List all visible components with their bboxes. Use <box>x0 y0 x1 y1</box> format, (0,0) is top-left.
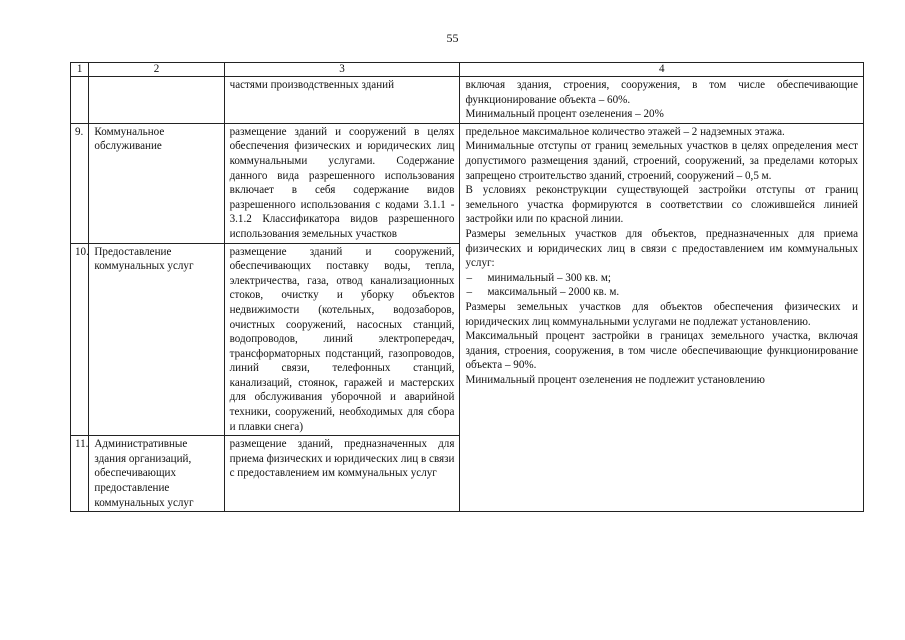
page-number: 55 <box>446 31 459 45</box>
header-cell-4: 4 <box>460 63 864 77</box>
continuation-parameter-text: Минимальный процент озеленения – 20% <box>465 108 664 121</box>
row-number: 11. <box>71 436 89 512</box>
list-item: – минимальный – 300 кв. м; <box>465 271 858 286</box>
continuation-num-cell <box>71 77 89 124</box>
row-number: 10. <box>71 243 89 436</box>
parameter-text: Размеры земельных участков для объектов обеспечения физических и юридических лиц коммунальными услугами не подлежат установлению. <box>465 300 858 328</box>
continuation-row <box>71 77 864 124</box>
zoning-table <box>70 62 864 512</box>
continuation-name-cell <box>89 77 224 124</box>
use-type-description: размещение зданий и сооружений в целях обеспечения физических и юридических лиц коммунальными услугами. Содержание данного вида разрешенного использования включает в себя содержание видов разрешенного использования с кодами 3.1.1 - 3.1.2 Классификатора видов разрешенного использования земельных участков <box>224 123 460 243</box>
use-type-name: Предоставление коммунальных услуг <box>89 243 224 436</box>
parameter-text: Минимальные отступы от границ земельных участков в целях определения мест допустимого размещения зданий, строений, сооружений, за пределами которых запрещено строительство зданий, строений, сооружений – 0,5 м. <box>465 140 858 182</box>
continuation-description: частями производственных зданий <box>224 77 460 124</box>
table-header-row <box>71 63 864 77</box>
parameters-cell <box>460 123 864 511</box>
continuation-parameters <box>460 77 864 124</box>
use-type-description: размещение зданий и сооружений, обеспечивающих поставку воды, тепла, электричества, газа, отвод канализационных стоков, очистку и уборку объектов недвижимости (котельных, водозаборов, очистных сооружений, насосных станций, водопроводов, линий электропередач, трансформаторных подстанций, газопроводов, линий связи, телефонных станций, канализаций, стоянок, гаражей и мастерских для обслуживания уборочной и аварийной техники, сооружений, необходимых для сбора и плавки снега) <box>224 243 460 436</box>
row-number: 9. <box>71 123 89 243</box>
plot-size-list <box>465 271 858 300</box>
use-type-name: Административные здания организаций, обеспечивающих предоставление коммунальных услуг <box>89 436 224 512</box>
parameter-text: Размеры земельных участков для объектов, предназначенных для приема физических и юридических лиц в связи с предоставлением им коммунальных услуг: <box>465 227 858 270</box>
parameter-text: Минимальный процент озеленения не подлежит установлению <box>465 373 765 386</box>
header-cell-1: 1 <box>71 63 89 77</box>
continuation-parameter-text: включая здания, строения, сооружения, в том числе обеспечивающие функционирование объекта – 60%. <box>465 79 858 106</box>
list-item: – максимальный – 2000 кв. м. <box>465 285 858 300</box>
parameter-text: Максимальный процент застройки в границах земельного участка, включая здания, строения, сооружения, в том числе обеспечивающие функционирование объекта – 90%. <box>465 330 858 372</box>
header-cell-2: 2 <box>89 63 224 77</box>
use-type-description: размещение зданий, предназначенных для приема физических и юридических лиц в связи с предоставлением им коммунальных услуг <box>224 436 460 512</box>
use-type-name: Коммунальное обслуживание <box>89 123 224 243</box>
parameter-text: В условиях реконструкции существующей застройки отступы от границ земельного участка формируются в соответствии со сложившейся линией застройки или по красной линии. <box>465 184 858 226</box>
parameter-text: предельное максимальное количество этажей – 2 надземных этажа. <box>465 125 785 138</box>
header-cell-3: 3 <box>224 63 460 77</box>
table-row <box>71 123 864 243</box>
